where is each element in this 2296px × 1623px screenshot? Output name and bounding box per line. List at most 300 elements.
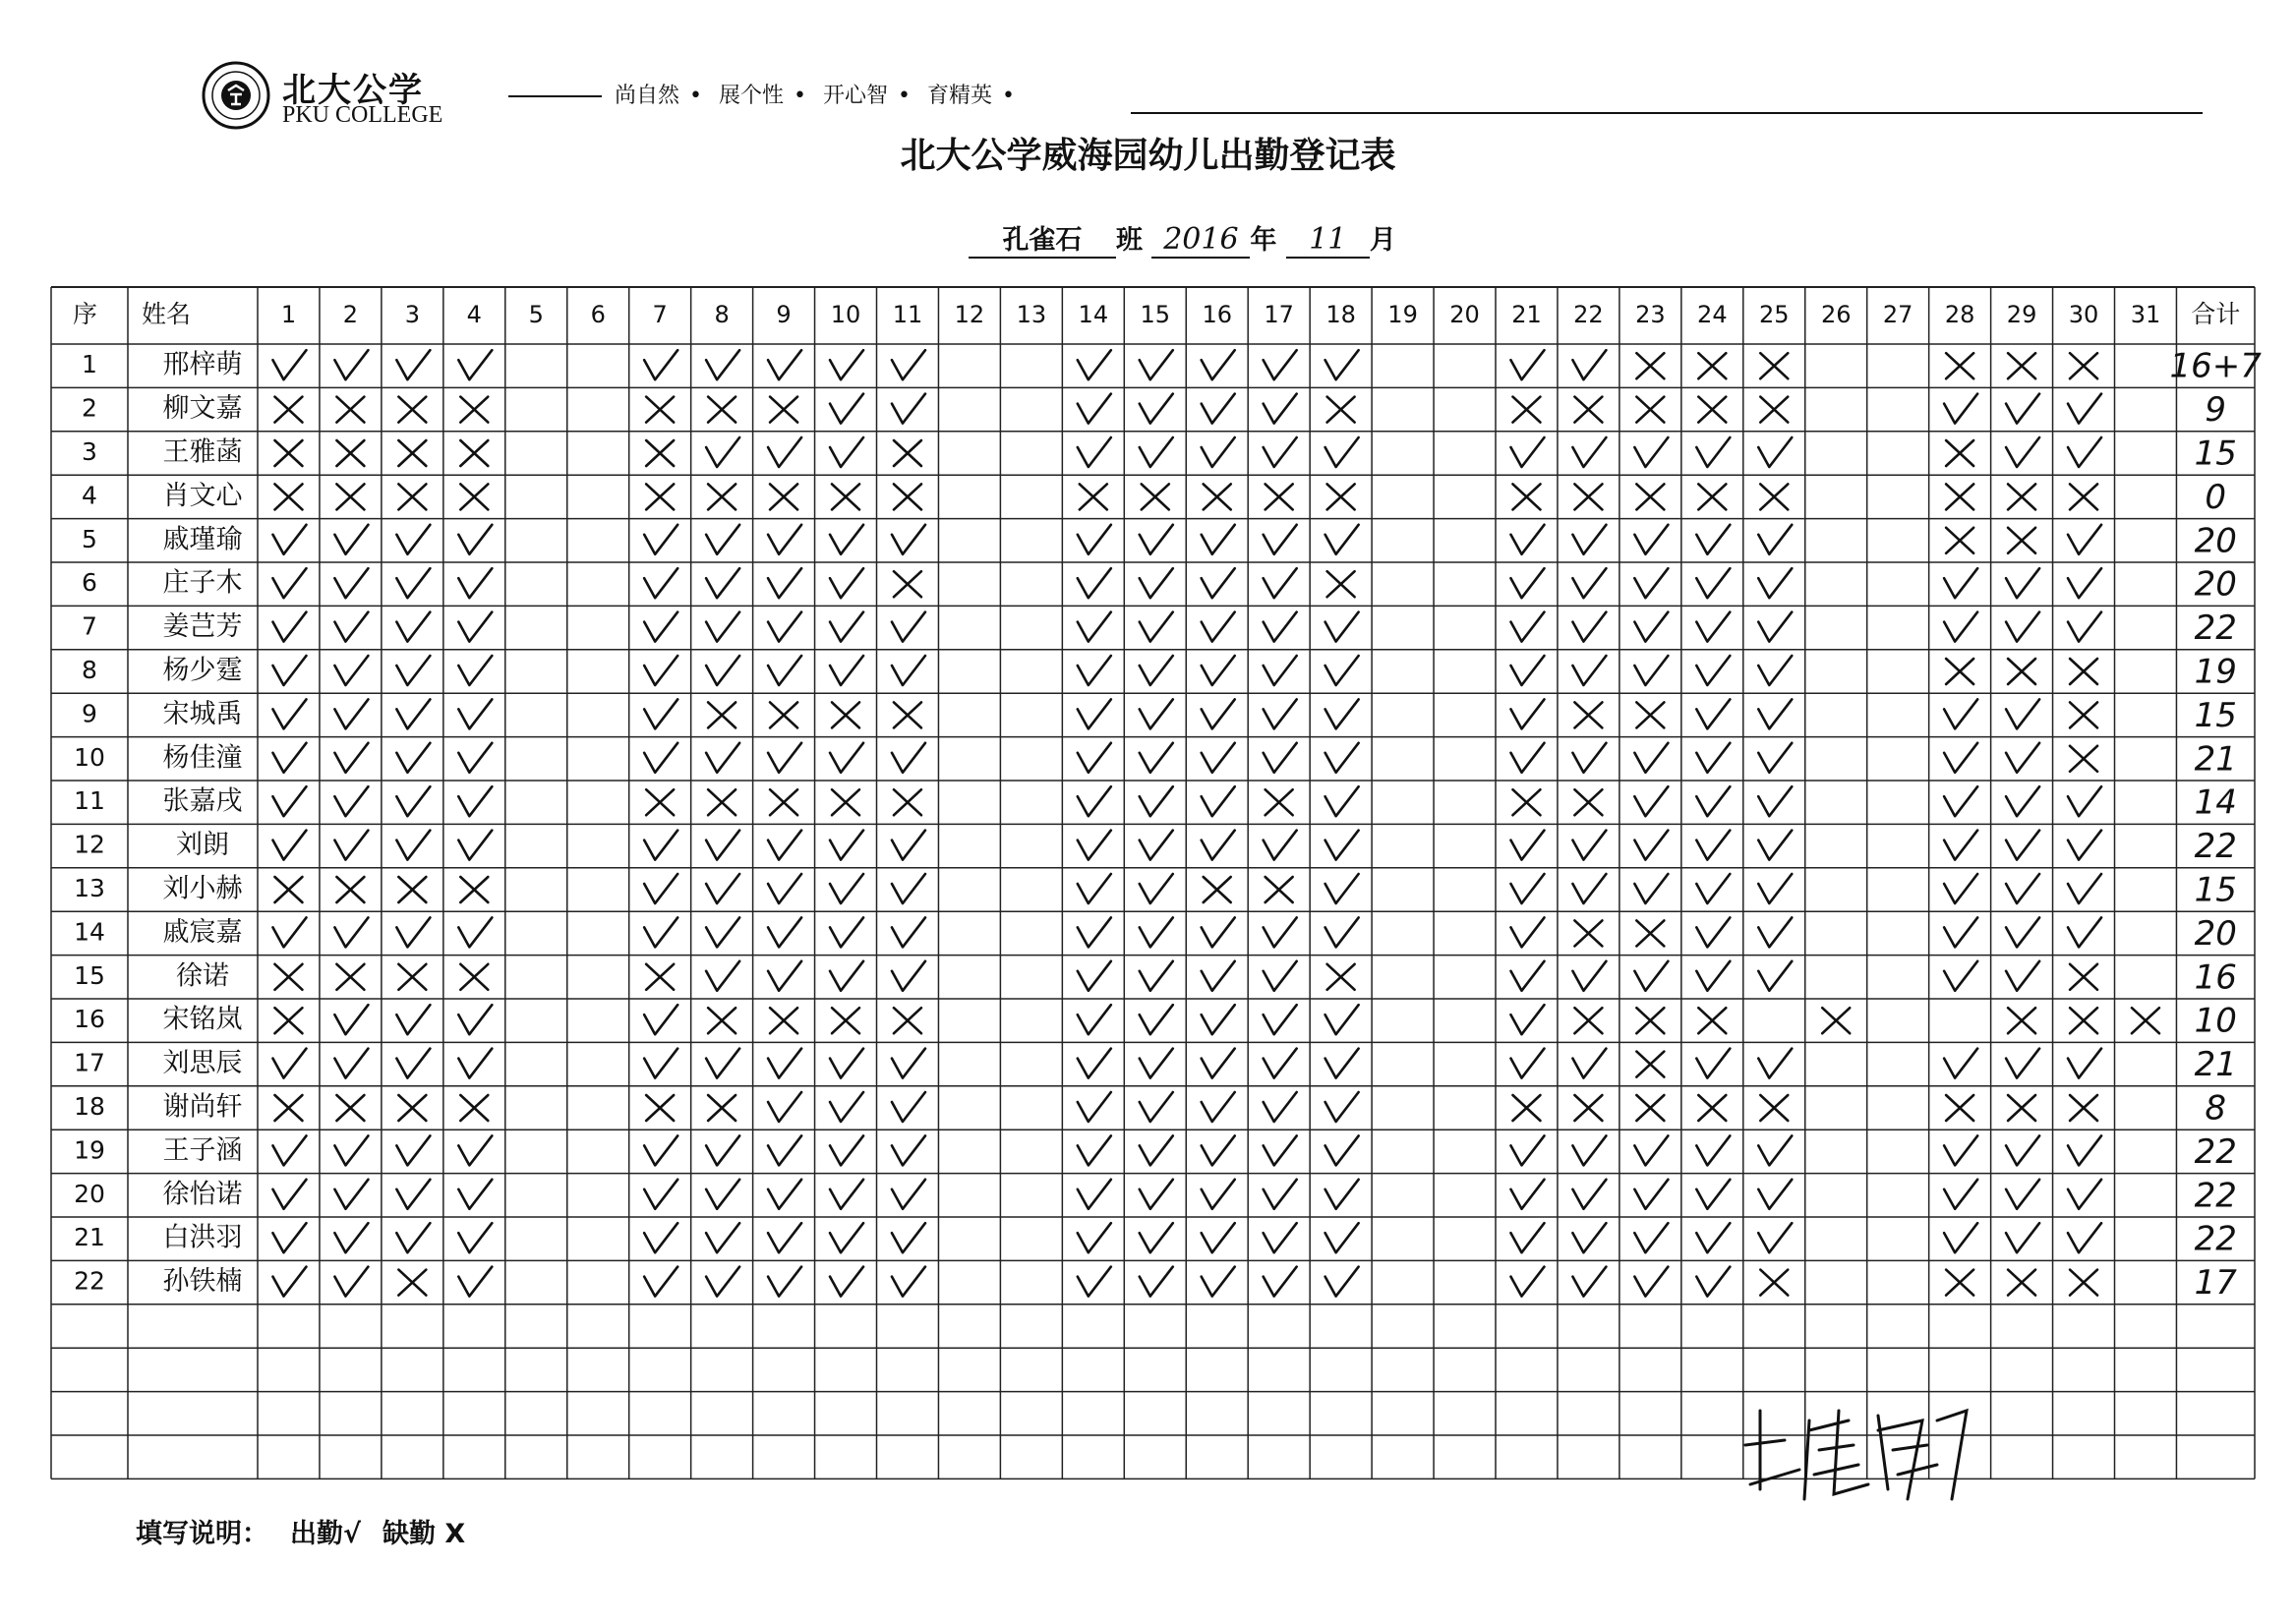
present-check-mark (1325, 1135, 1359, 1165)
present-check-mark (396, 831, 430, 860)
absent-x-mark (2070, 1270, 2097, 1296)
present-check-mark (1264, 656, 1297, 685)
present-check-mark (1202, 350, 1235, 379)
absent-x-mark (832, 702, 859, 727)
present-check-mark (1510, 350, 1544, 379)
row-total: 16 (2194, 957, 2237, 998)
present-check-mark (768, 612, 801, 642)
present-check-mark (396, 786, 430, 816)
present-check-mark (1510, 1267, 1544, 1297)
present-check-mark (1078, 1049, 1111, 1078)
present-check-mark (1140, 1092, 1173, 1122)
present-check-mark (1078, 1180, 1111, 1209)
present-check-mark (1325, 917, 1359, 947)
present-check-mark (1758, 786, 1792, 816)
present-check-mark (1572, 437, 1606, 467)
slogan-item: 育精英 (927, 84, 993, 108)
present-note: 出勤√ (290, 1519, 362, 1549)
absent-x-mark (1512, 397, 1540, 423)
present-check-mark (706, 961, 739, 991)
absent-x-mark (832, 1008, 859, 1033)
absent-x-mark (398, 1270, 426, 1296)
present-check-mark (1202, 1005, 1235, 1034)
absent-x-mark (708, 484, 736, 509)
absent-x-mark (1327, 397, 1355, 423)
present-check-mark (768, 1267, 801, 1297)
row-total: 10 (2194, 1001, 2237, 1041)
row-seq: 8 (82, 656, 97, 684)
present-check-mark (1325, 1005, 1359, 1034)
absent-x-mark (336, 964, 364, 990)
page-title: 北大公学威海园幼儿出勤登记表 (900, 136, 1396, 176)
absent-x-mark (1760, 1095, 1788, 1121)
present-check-mark (1202, 917, 1235, 947)
present-check-mark (2068, 568, 2101, 598)
absent-x-mark (1760, 484, 1788, 509)
present-check-mark (1572, 525, 1606, 554)
absent-x-mark (646, 440, 674, 466)
absent-x-mark (2070, 746, 2097, 772)
present-check-mark (1510, 743, 1544, 773)
header-day-25: 25 (1759, 301, 1790, 328)
row-seq: 17 (74, 1048, 105, 1077)
row-seq: 6 (82, 568, 97, 598)
absent-x-mark (1822, 1008, 1850, 1033)
absent-x-mark (1698, 397, 1726, 423)
present-check-mark (1202, 786, 1235, 816)
absent-x-mark (2070, 353, 2097, 378)
present-check-mark (706, 1049, 739, 1078)
present-check-mark (1634, 525, 1668, 554)
header-day-30: 30 (2068, 301, 2099, 328)
absent-x-mark (646, 484, 674, 509)
present-check-mark (1264, 612, 1297, 642)
present-check-mark (2068, 917, 2101, 947)
present-check-mark (830, 961, 863, 991)
present-check-mark (1078, 350, 1111, 379)
absent-x-mark (894, 571, 921, 597)
present-check-mark (458, 786, 492, 816)
present-check-mark (1325, 1180, 1359, 1209)
present-check-mark (334, 786, 368, 816)
present-check-mark (1634, 1180, 1668, 1209)
present-check-mark (396, 699, 430, 728)
present-check-mark (892, 831, 925, 860)
present-check-mark (272, 350, 306, 379)
present-check-mark (830, 394, 863, 424)
present-check-mark (1634, 874, 1668, 903)
present-check-mark (1696, 1267, 1730, 1297)
present-check-mark (892, 874, 925, 903)
row-total: 20 (2194, 564, 2237, 605)
student-name: 戚宸嘉 (162, 916, 243, 948)
present-check-mark (830, 1092, 863, 1122)
present-check-mark (1140, 350, 1173, 379)
slogan-item: 展个性 (719, 84, 785, 108)
present-check-mark (2068, 437, 2101, 467)
present-check-mark (1634, 1267, 1668, 1297)
present-check-mark (1758, 961, 1792, 991)
header-day-29: 29 (2006, 301, 2037, 328)
present-check-mark (1572, 612, 1606, 642)
absent-x-mark (1574, 397, 1602, 423)
present-check-mark (334, 1223, 368, 1252)
absent-x-mark (1946, 484, 1973, 509)
present-check-mark (1510, 437, 1544, 467)
header-day-4: 4 (466, 301, 482, 328)
absent-x-mark (2008, 353, 2035, 378)
present-check-mark (334, 612, 368, 642)
present-check-mark (1758, 831, 1792, 860)
present-check-mark (1078, 1223, 1111, 1252)
present-check-mark (1078, 1005, 1111, 1034)
header-day-27: 27 (1882, 301, 1913, 328)
row-total: 16+7 (2169, 346, 2262, 386)
absent-x-mark (1266, 877, 1293, 902)
present-check-mark (1696, 1223, 1730, 1252)
present-check-mark (334, 350, 368, 379)
present-check-mark (1696, 1049, 1730, 1078)
class-suffix: 班 (1116, 225, 1143, 256)
present-check-mark (1202, 1135, 1235, 1165)
present-check-mark (830, 612, 863, 642)
row-total: 20 (2194, 521, 2237, 561)
present-check-mark (458, 743, 492, 773)
row-seq: 14 (74, 917, 105, 947)
present-check-mark (1758, 656, 1792, 685)
header-day-6: 6 (590, 301, 606, 328)
header-day-31: 31 (2130, 301, 2161, 328)
row-total: 19 (2194, 652, 2237, 692)
absent-x-mark (1266, 789, 1293, 815)
absent-x-mark (1512, 789, 1540, 815)
present-check-mark (1758, 612, 1792, 642)
present-check-mark (706, 350, 739, 379)
present-check-mark (892, 612, 925, 642)
present-check-mark (396, 612, 430, 642)
student-name: 庄子木 (162, 567, 243, 599)
header-day-22: 22 (1573, 301, 1604, 328)
row-total: 21 (2194, 739, 2237, 780)
present-check-mark (2006, 699, 2039, 728)
row-seq: 3 (82, 437, 97, 466)
present-check-mark (768, 656, 801, 685)
present-check-mark (334, 568, 368, 598)
present-check-mark (1078, 831, 1111, 860)
row-seq: 4 (82, 481, 97, 510)
present-check-mark (1944, 786, 1977, 816)
present-check-mark (2068, 1223, 2101, 1252)
present-check-mark (1696, 874, 1730, 903)
present-check-mark (768, 1049, 801, 1078)
header-day-5: 5 (528, 301, 544, 328)
present-check-mark (1510, 699, 1544, 728)
present-check-mark (334, 743, 368, 773)
header-day-14: 14 (1078, 301, 1109, 328)
row-total: 17 (2194, 1263, 2237, 1304)
student-name: 刘小赫 (162, 873, 243, 904)
present-check-mark (1202, 525, 1235, 554)
present-check-mark (1696, 961, 1730, 991)
present-check-mark (334, 1005, 368, 1034)
present-check-mark (1078, 699, 1111, 728)
absent-x-mark (770, 702, 797, 727)
header-total: 合计 (2191, 300, 2241, 328)
present-check-mark (1325, 525, 1359, 554)
present-check-mark (706, 1180, 739, 1209)
present-check-mark (1202, 1180, 1235, 1209)
header-day-2: 2 (342, 301, 359, 328)
present-check-mark (272, 656, 306, 685)
present-check-mark (1078, 568, 1111, 598)
present-check-mark (1510, 874, 1544, 903)
present-check-mark (2006, 917, 2039, 947)
present-check-mark (1140, 656, 1173, 685)
present-check-mark (1078, 394, 1111, 424)
present-check-mark (1510, 1223, 1544, 1252)
present-check-mark (1078, 961, 1111, 991)
present-check-mark (1140, 1005, 1173, 1034)
present-check-mark (1202, 1267, 1235, 1297)
header-day-24: 24 (1697, 301, 1728, 328)
present-check-mark (2068, 394, 2101, 424)
present-check-mark (1078, 917, 1111, 947)
present-check-mark (1510, 1049, 1544, 1078)
absent-x-mark (646, 964, 674, 990)
slogan: 尚自然 • 展个性 • 开心智 • 育精英 • (508, 79, 1025, 109)
present-check-mark (768, 917, 801, 947)
row-total: 22 (2194, 609, 2237, 649)
absent-x-mark (1142, 484, 1169, 509)
present-check-mark (1140, 743, 1173, 773)
present-check-mark (892, 350, 925, 379)
present-check-mark (706, 437, 739, 467)
header-day-9: 9 (776, 301, 792, 328)
absent-x-mark (1636, 920, 1664, 946)
present-check-mark (334, 831, 368, 860)
present-check-mark (706, 743, 739, 773)
absent-x-mark (336, 484, 364, 509)
present-check-mark (1264, 699, 1297, 728)
present-check-mark (334, 1267, 368, 1297)
absent-x-mark (1946, 353, 1973, 378)
present-check-mark (1202, 394, 1235, 424)
present-check-mark (396, 1223, 430, 1252)
present-check-mark (1944, 394, 1977, 424)
absent-x-mark (1636, 702, 1664, 727)
student-name: 肖文心 (162, 480, 243, 511)
class-name: 孔雀石 (969, 218, 1116, 259)
present-check-mark (1572, 1135, 1606, 1165)
header-day-20: 20 (1449, 301, 1480, 328)
present-check-mark (1634, 831, 1668, 860)
logo-chinese-name: 北大公学 (282, 71, 424, 110)
absent-x-mark (274, 397, 302, 423)
present-check-mark (830, 831, 863, 860)
present-check-mark (334, 917, 368, 947)
present-check-mark (272, 917, 306, 947)
absent-x-mark (1512, 1095, 1540, 1121)
row-seq: 1 (82, 350, 97, 379)
absent-x-mark (1946, 440, 1973, 466)
present-check-mark (706, 525, 739, 554)
present-check-mark (1572, 961, 1606, 991)
absent-x-mark (894, 789, 921, 815)
present-check-mark (1202, 612, 1235, 642)
present-check-mark (1202, 1092, 1235, 1122)
absent-x-mark (1636, 1052, 1664, 1077)
row-seq: 21 (74, 1223, 105, 1252)
present-check-mark (892, 961, 925, 991)
present-check-mark (1078, 525, 1111, 554)
header-day-21: 21 (1511, 301, 1542, 328)
present-check-mark (2068, 874, 2101, 903)
present-check-mark (2006, 874, 2039, 903)
present-check-mark (644, 350, 677, 379)
present-check-mark (892, 1223, 925, 1252)
present-check-mark (458, 1223, 492, 1252)
present-check-mark (1264, 831, 1297, 860)
present-check-mark (706, 568, 739, 598)
present-check-mark (272, 743, 306, 773)
present-check-mark (1202, 568, 1235, 598)
present-check-mark (706, 1223, 739, 1252)
present-check-mark (458, 831, 492, 860)
absent-x-mark (1636, 484, 1664, 509)
present-check-mark (1696, 1135, 1730, 1165)
present-check-mark (892, 525, 925, 554)
present-check-mark (892, 1135, 925, 1165)
month-value: 11 (1286, 222, 1370, 259)
present-check-mark (644, 831, 677, 860)
present-check-mark (644, 656, 677, 685)
absent-x-mark (274, 877, 302, 902)
present-check-mark (830, 1267, 863, 1297)
present-check-mark (1758, 699, 1792, 728)
present-check-mark (830, 1223, 863, 1252)
present-check-mark (1202, 831, 1235, 860)
present-check-mark (1696, 1180, 1730, 1209)
present-check-mark (2006, 1180, 2039, 1209)
present-check-mark (334, 699, 368, 728)
absent-x-mark (1512, 484, 1540, 509)
present-check-mark (1264, 1092, 1297, 1122)
present-check-mark (1510, 1180, 1544, 1209)
header-name: 姓名 (142, 300, 192, 328)
absent-x-mark (2008, 1270, 2035, 1296)
absent-x-mark (832, 789, 859, 815)
present-check-mark (458, 1049, 492, 1078)
absent-x-mark (460, 397, 488, 423)
header-day-8: 8 (714, 301, 730, 328)
present-check-mark (830, 1135, 863, 1165)
student-name: 孙铁楠 (162, 1266, 243, 1298)
present-check-mark (272, 612, 306, 642)
present-check-mark (1264, 743, 1297, 773)
present-check-mark (1634, 1135, 1668, 1165)
present-check-mark (1264, 1223, 1297, 1252)
row-total: 8 (2205, 1088, 2227, 1129)
present-check-mark (1140, 831, 1173, 860)
present-check-mark (396, 350, 430, 379)
header-day-28: 28 (1944, 301, 1975, 328)
row-seq: 19 (74, 1135, 105, 1165)
present-check-mark (1202, 1223, 1235, 1252)
present-check-mark (1202, 699, 1235, 728)
present-check-mark (892, 1267, 925, 1297)
absent-x-mark (1574, 1095, 1602, 1121)
present-check-mark (830, 743, 863, 773)
present-check-mark (1758, 743, 1792, 773)
absent-x-mark (708, 1008, 736, 1033)
present-check-mark (2006, 568, 2039, 598)
student-name: 宋铭岚 (162, 1004, 243, 1035)
present-check-mark (458, 656, 492, 685)
absent-x-mark (1636, 1095, 1664, 1121)
absent-x-mark (336, 1095, 364, 1121)
logo-english-name: PKU COLLEGE (282, 102, 443, 128)
present-check-mark (1202, 961, 1235, 991)
absent-x-mark (398, 440, 426, 466)
present-check-mark (272, 1049, 306, 1078)
present-check-mark (1264, 1135, 1297, 1165)
student-name: 王雅菡 (162, 436, 243, 468)
absent-x-mark (708, 397, 736, 423)
present-check-mark (1510, 612, 1544, 642)
present-check-mark (1325, 1092, 1359, 1122)
present-check-mark (272, 568, 306, 598)
absent-x-mark (398, 964, 426, 990)
absent-x-mark (770, 397, 797, 423)
present-check-mark (1696, 786, 1730, 816)
present-check-mark (1078, 1092, 1111, 1122)
present-check-mark (644, 874, 677, 903)
present-check-mark (1758, 1180, 1792, 1209)
absent-x-mark (1327, 484, 1355, 509)
present-check-mark (1572, 1267, 1606, 1297)
student-name: 王子涵 (162, 1134, 243, 1166)
present-check-mark (1140, 917, 1173, 947)
present-check-mark (2006, 437, 2039, 467)
present-check-mark (830, 350, 863, 379)
present-check-mark (272, 786, 306, 816)
absent-x-mark (460, 484, 488, 509)
present-check-mark (1140, 1049, 1173, 1078)
present-check-mark (1264, 437, 1297, 467)
present-check-mark (396, 525, 430, 554)
header-day-18: 18 (1325, 301, 1356, 328)
present-check-mark (1634, 1223, 1668, 1252)
present-check-mark (1264, 961, 1297, 991)
present-check-mark (1696, 437, 1730, 467)
absent-x-mark (1080, 484, 1107, 509)
present-check-mark (1572, 874, 1606, 903)
present-check-mark (1944, 961, 1977, 991)
year-value: 2016 (1151, 222, 1250, 259)
absent-x-mark (894, 440, 921, 466)
row-total: 15 (2194, 695, 2237, 735)
absent-x-mark (708, 702, 736, 727)
present-check-mark (644, 568, 677, 598)
present-check-mark (1634, 612, 1668, 642)
present-check-mark (2006, 1135, 2039, 1165)
present-check-mark (1696, 917, 1730, 947)
present-check-mark (1944, 743, 1977, 773)
absent-x-mark (2008, 484, 2035, 509)
present-check-mark (1572, 568, 1606, 598)
present-check-mark (1944, 699, 1977, 728)
student-name: 戚瑾瑜 (162, 524, 243, 555)
